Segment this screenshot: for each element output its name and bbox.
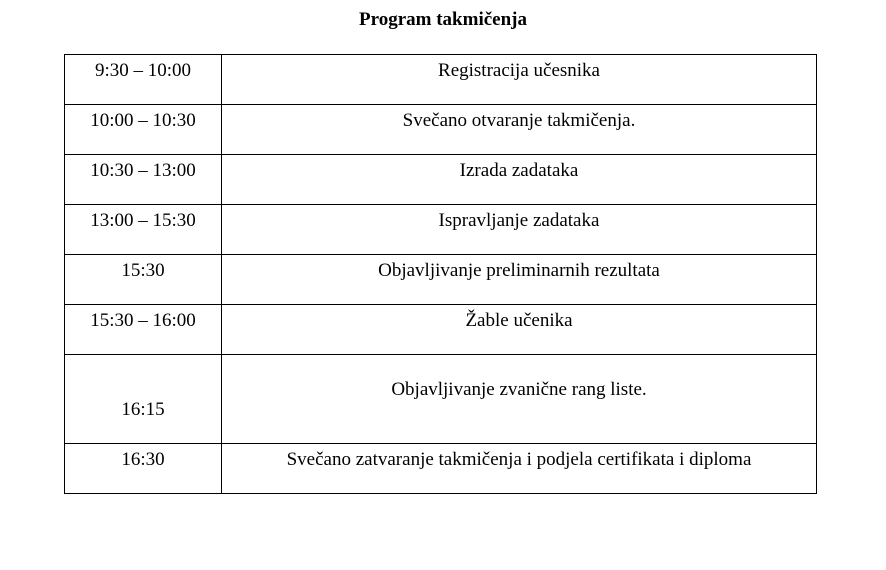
event-text: Žable učenika bbox=[465, 310, 573, 331]
event-text: Svečano zatvaranje takmičenja i podjela certifikata i diploma bbox=[286, 449, 752, 470]
time-cell bbox=[65, 205, 222, 255]
event-text: Ispravljanje zadataka bbox=[438, 210, 600, 231]
event-cell bbox=[222, 305, 817, 355]
event-cell bbox=[222, 255, 817, 305]
schedule-table bbox=[64, 54, 817, 494]
time-text: 15:30 – 16:00 bbox=[90, 310, 196, 331]
event-text: Izrada zadataka bbox=[459, 160, 579, 181]
time-cell bbox=[65, 255, 222, 305]
event-text: Svečano otvaranje takmičenja. bbox=[402, 110, 636, 131]
time-cell bbox=[65, 355, 222, 444]
time-cell bbox=[65, 55, 222, 105]
event-cell bbox=[222, 355, 817, 444]
table-row bbox=[65, 444, 817, 494]
time-text: 16:15 bbox=[121, 399, 165, 420]
time-cell bbox=[65, 155, 222, 205]
table-row bbox=[65, 155, 817, 205]
time-text: 9:30 – 10:00 bbox=[94, 60, 192, 81]
time-text: 10:30 – 13:00 bbox=[90, 160, 196, 181]
time-text: 16:30 bbox=[121, 449, 165, 470]
time-text: 15:30 bbox=[121, 260, 165, 281]
table-row bbox=[65, 255, 817, 305]
table-row bbox=[65, 55, 817, 105]
table-row bbox=[65, 305, 817, 355]
table-row bbox=[65, 105, 817, 155]
event-text: Registracija učesnika bbox=[438, 60, 600, 81]
event-cell bbox=[222, 205, 817, 255]
event-cell bbox=[222, 155, 817, 205]
table-row bbox=[65, 355, 817, 444]
page-title: Program takmičenja bbox=[359, 9, 527, 30]
event-cell bbox=[222, 55, 817, 105]
time-cell bbox=[65, 305, 222, 355]
time-cell bbox=[65, 444, 222, 494]
event-cell bbox=[222, 105, 817, 155]
event-text: Objavljivanje zvanične rang liste. bbox=[391, 379, 647, 400]
time-cell bbox=[65, 105, 222, 155]
event-cell bbox=[222, 444, 817, 494]
event-text: Objavljivanje preliminarnih rezultata bbox=[378, 260, 660, 281]
table-row bbox=[65, 205, 817, 255]
time-text: 10:00 – 10:30 bbox=[90, 110, 196, 131]
time-text: 13:00 – 15:30 bbox=[90, 210, 196, 231]
